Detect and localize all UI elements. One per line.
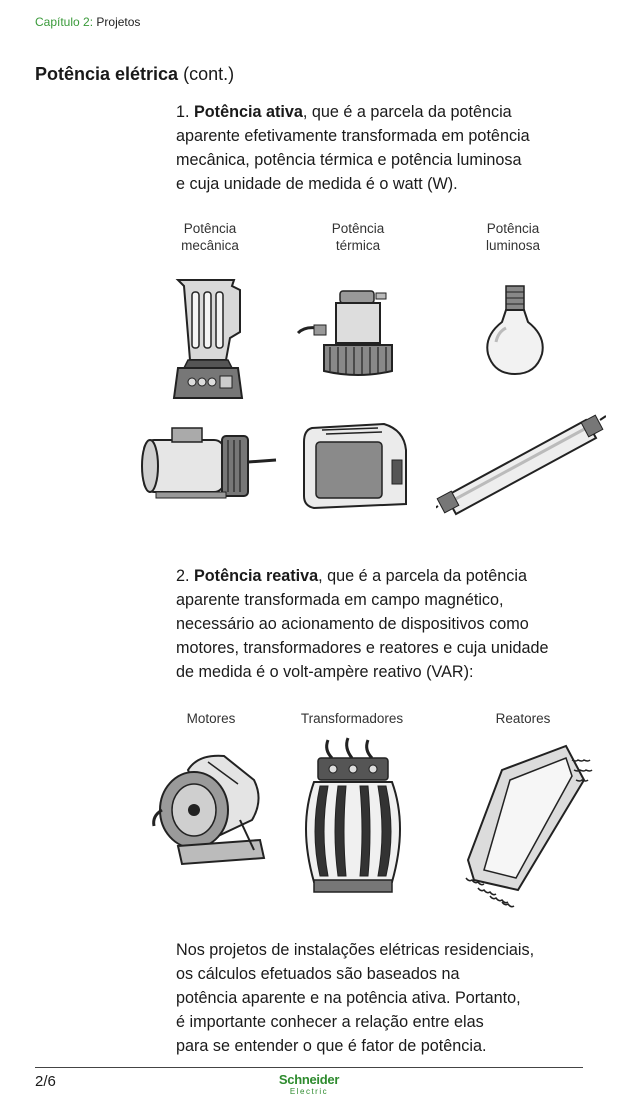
p2-line: necessário ao acionamento de dispositivos como [176, 615, 529, 633]
p2-number: 2. [176, 567, 194, 585]
light-bulb-icon [480, 282, 550, 378]
p2-line: aparente transformada em campo magnético, [176, 591, 504, 609]
title-rest: (cont.) [178, 64, 235, 84]
caption-reactors: Reatores [495, 711, 551, 726]
reactor-ballast-icon [462, 740, 594, 910]
blender-icon [168, 272, 248, 402]
p3-line: Nos projetos de instalações elétricas residenciais, [176, 941, 535, 959]
caption-line: mecânica [181, 238, 239, 253]
title-bold: Potência elétrica [35, 64, 179, 84]
caption-thermal [298, 220, 418, 254]
chapter-name: Projetos [96, 15, 141, 29]
chapter-label: Capítulo 2: [35, 15, 94, 29]
p2-line: motores, transformadores e reatores e cuja unidade [176, 639, 549, 657]
page-number: 2/6 [35, 1073, 56, 1090]
p3-line: potência aparente e na potência ativa. Portanto, [176, 989, 521, 1007]
reactive-motor-icon [148, 740, 276, 890]
paragraph-active-power [176, 100, 606, 196]
p1-line: , que é a parcela da potência [302, 103, 512, 121]
p1-line: e cuja unidade de medida é o watt (W). [176, 175, 458, 193]
caption-motors: Motores [186, 711, 236, 726]
caption-transformers: Transformadores [300, 711, 404, 726]
p1-line: mecânica, potência térmica e potência luminosa [176, 151, 522, 169]
p1-number: 1. [176, 103, 194, 121]
paragraph-reactive-power [176, 564, 606, 684]
schneider-logo [272, 1073, 346, 1097]
logo-sub: Electric [289, 1087, 329, 1096]
transformer-icon [298, 736, 408, 896]
chapter-header [35, 15, 140, 29]
p3-line: é importante conhecer a relação entre elas [176, 1013, 484, 1031]
p2-line: , que é a parcela da potência [318, 567, 527, 585]
p2-line: de medida é o volt-ampère reativo (VAR): [176, 663, 474, 681]
caption-line: Potência [331, 221, 385, 236]
p2-bold: Potência reativa [194, 567, 319, 585]
caption-line: luminosa [485, 238, 541, 253]
p1-bold: Potência ativa [194, 103, 303, 121]
logo-name: Schneider [278, 1072, 340, 1087]
caption-line: Potência [486, 221, 540, 236]
motor-icon [136, 420, 282, 500]
caption-line: térmica [335, 238, 381, 253]
toaster-icon [298, 420, 414, 512]
p3-line: para se entender o que é fator de potência. [176, 1037, 487, 1055]
fluorescent-tube-icon [436, 410, 606, 520]
footer-divider [35, 1067, 583, 1068]
p3-line: os cálculos efetuados são baseados na [176, 965, 460, 983]
page-title [35, 64, 234, 85]
paragraph-conclusion [176, 938, 606, 1058]
water-heater-icon [296, 285, 396, 380]
caption-line: Potência [183, 221, 237, 236]
caption-mechanical [150, 220, 270, 254]
caption-luminous [453, 220, 573, 254]
p1-line: aparente efetivamente transformada em potência [176, 127, 530, 145]
